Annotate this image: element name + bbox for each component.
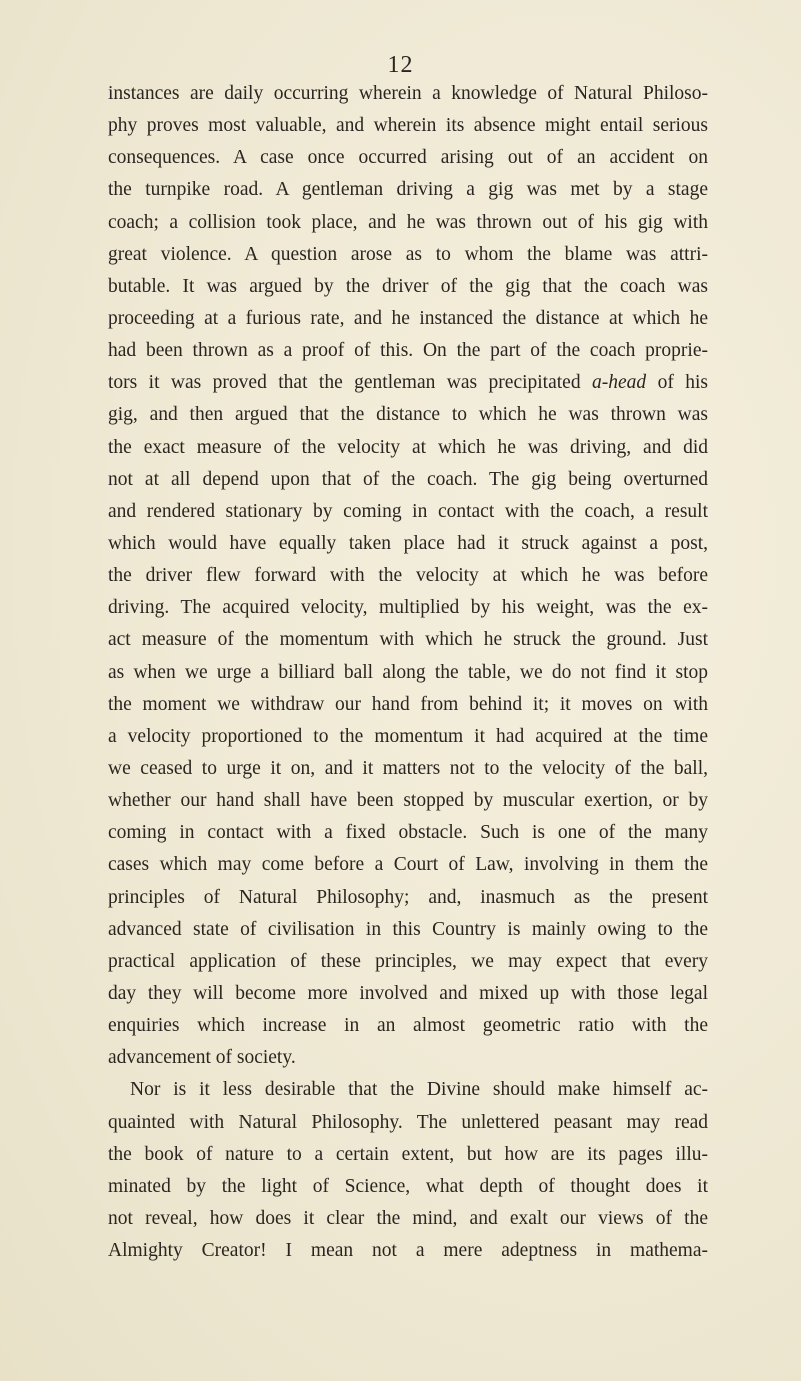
- text-line: had been thrown as a proof of this. On the part of the coach proprie-: [108, 340, 708, 362]
- text-line: coach; a collision took place, and he was thrown out of his gig with: [108, 211, 708, 233]
- text-line: whether our hand shall have been stopped by muscular exertion, or by: [108, 790, 708, 812]
- text-line: instances are daily occurring wherein a knowledge of Natural Philoso-: [108, 83, 708, 104]
- text-line: proceeding at a furious rate, and he instanced the distance at which he: [108, 307, 708, 329]
- text-line: the exact measure of the velocity at which he was driving, and did: [108, 436, 708, 458]
- text-line: act measure of the momentum with which he struck the ground. Just: [108, 629, 708, 651]
- text-line: and rendered stationary by coming in contact with the coach, a result: [108, 500, 708, 522]
- text-line: we ceased to urge it on, and it matters not to the velocity of the ball,: [108, 757, 708, 779]
- text-line: principles of Natural Philosophy; and, inasmuch as the present: [108, 886, 708, 908]
- text-line: day they will become more involved and mixed up with those legal: [108, 982, 708, 1004]
- text-line: quainted with Natural Philosophy. The unlettered peasant may read: [108, 1111, 708, 1133]
- text-line: the book of nature to a certain extent, but how are its pages illu-: [108, 1143, 708, 1165]
- text-line: as when we urge a billiard ball along the table, we do not find it stop: [108, 661, 708, 683]
- text-line: the driver flew forward with the velocity at which he was before: [108, 565, 708, 587]
- text-line: not at all depend upon that of the coach. The gig being overturned: [108, 468, 708, 490]
- text-line: the turnpike road. A gentleman driving a gig was met by a stage: [108, 179, 708, 201]
- page-number: 12: [387, 52, 414, 78]
- text-segment: of his: [646, 372, 708, 394]
- text-line: which would have equally taken place had it struck against a post,: [108, 532, 708, 554]
- text-line: minated by the light of Science, what depth of thought does it: [108, 1175, 708, 1197]
- text-line: driving. The acquired velocity, multiplied by his weight, was the ex-: [108, 597, 708, 619]
- paragraph-start-line: Nor is it less desirable that the Divine should make himself ac-: [130, 1079, 708, 1101]
- text-line: the moment we withdraw our hand from behind it; it moves on with: [108, 693, 708, 715]
- text-line: a velocity proportioned to the momentum it had acquired at the time: [108, 725, 708, 747]
- text-line: coming in contact with a fixed obstacle. Such is one of the many: [108, 822, 708, 844]
- italic-term: a-head: [592, 372, 647, 394]
- page-body: [108, 78, 708, 1267]
- text-line: practical application of these principles, we may expect that every: [108, 950, 708, 972]
- text-line: enquiries which increase in an almost geometric ratio with the: [108, 1015, 708, 1037]
- text-line: advanced state of civilisation in this Country is mainly owing to the: [108, 918, 708, 940]
- text-line: consequences. A case once occurred arising out of an accident on: [108, 147, 708, 169]
- text-line: cases which may come before a Court of Law, involving in them the: [108, 854, 708, 876]
- text-line: not reveal, how does it clear the mind, and exalt our views of the: [108, 1207, 708, 1229]
- text-segment: tors it was proved that the gentleman was precipitated: [108, 372, 592, 394]
- text-line-with-italic: [108, 367, 708, 399]
- text-line: phy proves most valuable, and wherein its absence might entail serious: [108, 115, 708, 137]
- text-line: Almighty Creator! I mean not a mere adeptness in mathema-: [108, 1240, 708, 1262]
- text-line: gig, and then argued that the distance to which he was thrown was: [108, 404, 708, 426]
- paragraph-end-line: advancement of society.: [108, 1047, 296, 1069]
- text-line: great violence. A question arose as to whom the blame was attri-: [108, 243, 708, 265]
- text-line: butable. It was argued by the driver of the gig that the coach was: [108, 275, 708, 297]
